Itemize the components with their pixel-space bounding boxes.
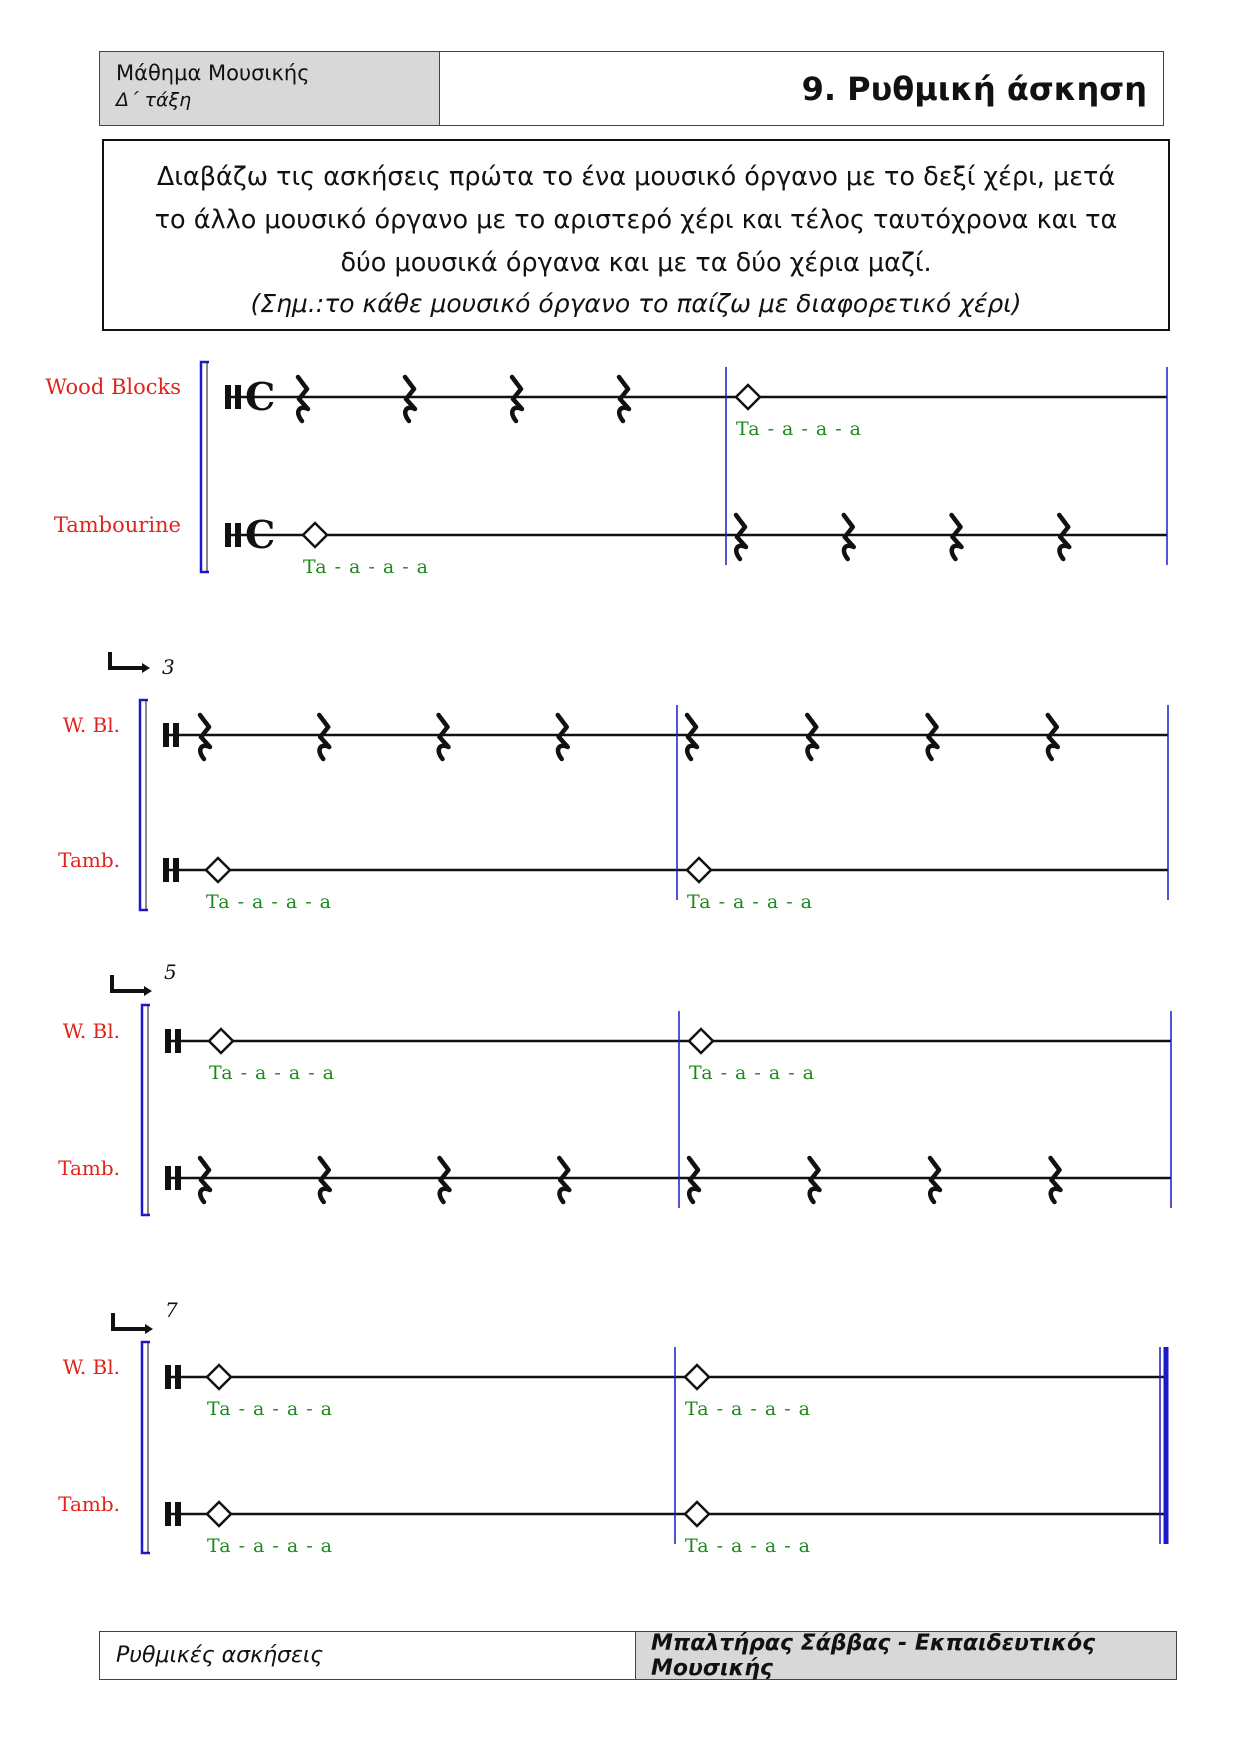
quarter-rest-s2-1-1 [320, 1158, 330, 1202]
instruction-line-1: Διαβάζω τις ασκήσεις πρώτα το ένα μουσικό όργανο με το δεξί χέρι, μετά [156, 162, 1116, 192]
instruction-line-2: το άλλο μουσικό όργανο με το αριστερό χέρι και τέλος ταυτόχρονα και τα [154, 205, 1118, 235]
quarter-rest-s0-0-1 [405, 377, 415, 421]
system-bracket-2 [142, 1005, 150, 1215]
system-bracket-1 [140, 700, 148, 910]
continuation-arrowhead-1 [142, 663, 150, 673]
whole-note-s1-1-0 [206, 858, 230, 882]
whole-note-s2-0-1 [689, 1029, 713, 1053]
percussion-clef-a-s2-1 [165, 1166, 171, 1190]
system-bracket-3 [142, 1342, 150, 1553]
percussion-clef-b-s2-1 [175, 1166, 181, 1190]
percussion-clef-a-s0-1 [225, 523, 231, 547]
syllable-label-s3-0-0: Ta - a - a - a [207, 1398, 334, 1420]
measure-number-1: 3 [162, 655, 175, 679]
instrument-label-s0-0: Wood Blocks [45, 375, 181, 399]
instruction-line-3: δύο μουσικά όργανα και με τα δύο χέρια μαζί. [340, 248, 932, 278]
quarter-rest-s2-1-3 [559, 1158, 569, 1202]
whole-note-s1-1-1 [687, 858, 711, 882]
quarter-rest-s0-1-6 [952, 515, 962, 559]
syllable-label-s2-0-1: Ta - a - a - a [689, 1062, 816, 1084]
time-signature-s0-0: C [245, 374, 276, 419]
quarter-rest-s2-1-4 [689, 1158, 699, 1202]
percussion-clef-b-s1-0 [173, 723, 179, 747]
quarter-rest-s1-0-1 [319, 715, 329, 759]
instrument-label-s2-1: Tamb. [58, 1156, 120, 1180]
continuation-arrow-2 [112, 975, 146, 991]
percussion-clef-a-s1-0 [163, 723, 169, 747]
percussion-clef-b-s1-1 [173, 858, 179, 882]
syllable-label-s3-1-0: Ta - a - a - a [207, 1535, 334, 1557]
quarter-rest-s0-0-3 [619, 377, 629, 421]
continuation-arrow-3 [113, 1313, 147, 1329]
whole-note-s3-1-1 [685, 1502, 709, 1526]
percussion-clef-a-s3-1 [165, 1502, 171, 1526]
measure-number-2: 5 [164, 960, 177, 984]
instruction-note: (Σημ.:το κάθε μουσικό όργανο το παίζω με διαφορετικό χέρι) [250, 289, 1022, 318]
continuation-arrowhead-3 [145, 1324, 153, 1334]
syllable-label-s3-1-1: Ta - a - a - a [685, 1535, 812, 1557]
percussion-clef-b-s0-1 [235, 523, 241, 547]
instrument-label-s2-0: W. Bl. [62, 1019, 120, 1043]
syllable-label-s1-1-1: Ta - a - a - a [687, 891, 814, 913]
quarter-rest-s1-0-5 [807, 715, 817, 759]
instrument-label-s3-1: Tamb. [58, 1492, 120, 1516]
whole-note-s0-1-0 [303, 523, 327, 547]
grade-label: Δ΄ τάξη [116, 89, 192, 111]
percussion-clef-a-s3-0 [165, 1365, 171, 1389]
measure-number-3: 7 [165, 1298, 178, 1322]
quarter-rest-s0-1-7 [1059, 515, 1069, 559]
quarter-rest-s1-0-2 [439, 715, 449, 759]
subject-label: Μάθημα Μουσικής [116, 61, 310, 85]
syllable-label-s3-0-1: Ta - a - a - a [685, 1398, 812, 1420]
quarter-rest-s2-1-6 [930, 1158, 940, 1202]
quarter-rest-s2-1-7 [1051, 1158, 1061, 1202]
whole-note-s3-1-0 [207, 1502, 231, 1526]
whole-note-s3-0-1 [685, 1365, 709, 1389]
whole-note-s3-0-0 [207, 1365, 231, 1389]
percussion-clef-b-s0-0 [235, 385, 241, 409]
percussion-clef-a-s2-0 [165, 1029, 171, 1053]
percussion-clef-b-s3-1 [175, 1502, 181, 1526]
instrument-label-s0-1: Tambourine [53, 513, 181, 537]
quarter-rest-s2-1-5 [810, 1158, 820, 1202]
quarter-rest-s1-0-6 [928, 715, 938, 759]
quarter-rest-s0-0-0 [298, 377, 308, 421]
footer-topic: Ρυθμικές ασκήσεις [100, 1632, 636, 1679]
percussion-clef-b-s3-0 [175, 1365, 181, 1389]
syllable-label-s0-1-0: Ta - a - a - a [303, 556, 430, 578]
quarter-rest-s0-1-4 [736, 515, 746, 559]
syllable-label-s0-0-1: Ta - a - a - a [736, 418, 863, 440]
page-footer [99, 1631, 1177, 1680]
quarter-rest-s2-1-0 [200, 1158, 210, 1202]
quarter-rest-s0-1-5 [844, 515, 854, 559]
continuation-arrow-1 [110, 652, 144, 668]
footer-author: Μπαλτήρας Σάββας - Εκπαιδευτικός Μουσικής [636, 1632, 1176, 1679]
quarter-rest-s2-1-2 [440, 1158, 450, 1202]
whole-note-s0-0-1 [736, 385, 760, 409]
quarter-rest-s0-0-2 [512, 377, 522, 421]
whole-note-s2-0-0 [209, 1029, 233, 1053]
instrument-label-s3-0: W. Bl. [62, 1355, 120, 1379]
percussion-clef-b-s2-0 [175, 1029, 181, 1053]
percussion-clef-a-s0-0 [225, 385, 231, 409]
quarter-rest-s1-0-4 [687, 715, 697, 759]
quarter-rest-s1-0-3 [558, 715, 568, 759]
instrument-label-s1-0: W. Bl. [62, 713, 120, 737]
instrument-label-s1-1: Tamb. [58, 848, 120, 872]
syllable-label-s2-0-0: Ta - a - a - a [209, 1062, 336, 1084]
quarter-rest-s1-0-7 [1048, 715, 1058, 759]
percussion-clef-a-s1-1 [163, 858, 169, 882]
system-bracket-0 [201, 362, 209, 572]
time-signature-s0-1: C [245, 512, 276, 557]
continuation-arrowhead-2 [144, 986, 152, 996]
syllable-label-s1-1-0: Ta - a - a - a [206, 891, 333, 913]
quarter-rest-s1-0-0 [200, 715, 210, 759]
page-title: 9. Ρυθμική άσκηση [801, 69, 1147, 108]
